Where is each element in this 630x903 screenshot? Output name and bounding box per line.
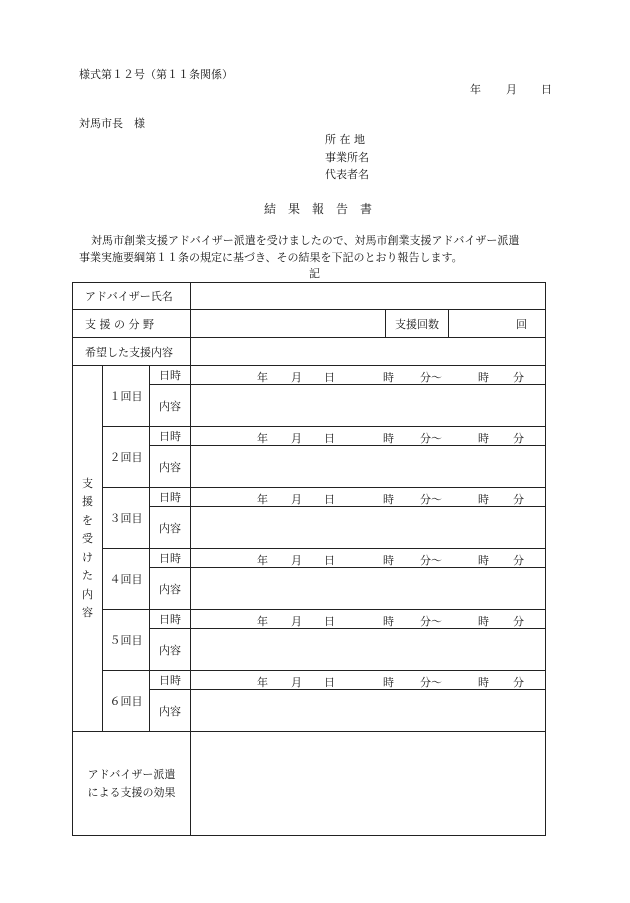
- session-datetime-row: [73, 549, 546, 568]
- advisor-name-label: アドバイザー氏名: [73, 283, 191, 310]
- session-datetime-row: [73, 366, 546, 385]
- content-label: 内容: [150, 568, 191, 610]
- session-datetime-row: [73, 488, 546, 507]
- desired-content-label: 希望した支援内容: [73, 338, 191, 366]
- content-field[interactable]: [191, 690, 546, 732]
- body-line-2: 事業実施要綱第１１条の規定に基づき、その結果を下記のとおり報告します。: [79, 251, 463, 264]
- effect-row: [73, 732, 546, 836]
- date-year-label: 年: [470, 83, 481, 96]
- session-label: ２回目: [103, 427, 150, 488]
- session-label: ４回目: [103, 549, 150, 610]
- content-label: 内容: [150, 385, 191, 427]
- date-day-label: 日: [541, 83, 552, 96]
- body-line-1: 対馬市創業支援アドバイザー派遣を受けましたので、対馬市創業支援アドバイザー派遣: [91, 234, 520, 247]
- content-field[interactable]: [191, 385, 546, 427]
- datetime-field[interactable]: 年 月 日 時 分〜 時 分: [191, 488, 546, 507]
- desired-content-field[interactable]: [191, 338, 546, 366]
- advisor-name-row: [73, 283, 546, 310]
- content-label: 内容: [150, 446, 191, 488]
- effect-field[interactable]: [191, 732, 546, 836]
- datetime-label: 日時: [150, 549, 191, 568]
- session-datetime-row: [73, 427, 546, 446]
- support-count-field[interactable]: [449, 310, 546, 338]
- datetime-field[interactable]: 年 月 日 時 分〜 時 分: [191, 549, 546, 568]
- session-label: １回目: [103, 366, 150, 427]
- session-datetime-row: [73, 671, 546, 690]
- content-field[interactable]: [191, 629, 546, 671]
- report-table: [72, 282, 546, 836]
- support-field-field[interactable]: [191, 310, 386, 338]
- applicant-representative-label: 代表者名: [325, 168, 369, 181]
- document-title: 結 果 報 告 書: [264, 202, 373, 216]
- effect-label: アドバイザー派遣 による支援の効果: [73, 732, 191, 836]
- datetime-label: 日時: [150, 671, 191, 690]
- applicant-address-label: 所 在 地: [325, 133, 365, 146]
- content-field[interactable]: [191, 568, 546, 610]
- datetime-label: 日時: [150, 488, 191, 507]
- advisor-name-field[interactable]: [191, 283, 546, 310]
- content-field[interactable]: [191, 507, 546, 549]
- support-count-label: 支援回数: [386, 310, 449, 338]
- ki-label: 記: [309, 267, 320, 280]
- received-content-label: 支 援 を 受 け た 内 容: [73, 366, 103, 732]
- applicant-business-label: 事業所名: [325, 151, 369, 164]
- content-label: 内容: [150, 690, 191, 732]
- datetime-label: 日時: [150, 610, 191, 629]
- datetime-label: 日時: [150, 366, 191, 385]
- session-datetime-row: [73, 610, 546, 629]
- session-label: ３回目: [103, 488, 150, 549]
- support-field-row: [73, 310, 546, 338]
- session-label: ６回目: [103, 671, 150, 732]
- datetime-field[interactable]: 年 月 日 時 分〜 時 分: [191, 671, 546, 690]
- datetime-field[interactable]: 年 月 日 時 分〜 時 分: [191, 610, 546, 629]
- form-number: 様式第１２号（第１１条関係）: [79, 68, 233, 81]
- desired-content-row: [73, 338, 546, 366]
- content-label: 内容: [150, 507, 191, 549]
- count-unit: 回: [516, 317, 528, 331]
- addressee: 対馬市長 様: [79, 117, 145, 130]
- session-label: ５回目: [103, 610, 150, 671]
- content-label: 内容: [150, 629, 191, 671]
- support-field-label: 支 援 の 分 野: [73, 310, 191, 338]
- date-month-label: 月: [506, 83, 517, 96]
- datetime-field[interactable]: 年 月 日 時 分〜 時 分: [191, 366, 546, 385]
- datetime-field[interactable]: 年 月 日 時 分〜 時 分: [191, 427, 546, 446]
- content-field[interactable]: [191, 446, 546, 488]
- datetime-label: 日時: [150, 427, 191, 446]
